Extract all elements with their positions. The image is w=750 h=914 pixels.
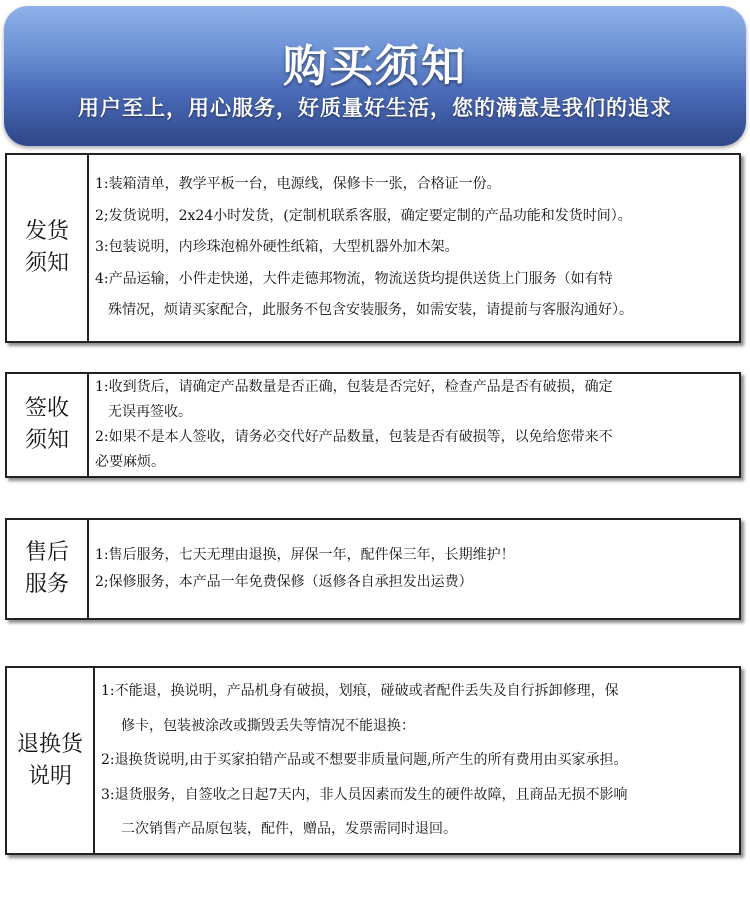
notice-line: 1:收到货后，请确定产品数量是否正确，包装是否完好，检查产品是否有破损，确定 bbox=[95, 379, 613, 395]
section-label-line: 退换货 bbox=[16, 731, 83, 757]
section-label-line: 签收 bbox=[24, 396, 69, 421]
section-label-line: 售后 bbox=[24, 540, 69, 565]
section-label-cell bbox=[7, 155, 89, 341]
section-returns bbox=[5, 666, 741, 855]
section-label-line: 须知 bbox=[24, 251, 69, 276]
notice-line: 2;发货说明，2x24小时发货，(定制机联系客服，确定要定制的产品功能和发货时间）。 bbox=[95, 207, 632, 224]
section-content bbox=[101, 668, 735, 853]
section-shipping-notice bbox=[5, 153, 741, 343]
section-label bbox=[25, 393, 69, 457]
notice-line: 修卡，包装被涂改或撕毁丢失等情况不能退换： bbox=[121, 717, 415, 734]
notice-line: 4:产品运输，小件走快递，大件走德邦物流，物流送货均提供送货上门服务（如有特 bbox=[95, 270, 613, 287]
header-banner bbox=[4, 6, 746, 146]
section-label-line: 发货 bbox=[24, 219, 69, 244]
notice-line: 3:退货服务，自签收之日起7天内，非人员因素而发生的硬件故障，且商品无损不影响 bbox=[101, 786, 628, 803]
notice-line: 3:包装说明，内珍珠泡棉外硬性纸箱，大型机器外加木架。 bbox=[95, 239, 459, 256]
notice-line: 2:退换货说明,由于买家拍错产品或不想要非质量问题,所产生的所有费用由买家承担。 bbox=[101, 752, 628, 769]
notice-line: 2;保修服务，本产品一年免费保修（返修各自承担发出运费） bbox=[95, 574, 473, 590]
section-label-line: 须知 bbox=[24, 428, 69, 453]
notice-line: 2:如果不是本人签收，请务必交代好产品数量，包装是否有破损等，以免给您带来不 bbox=[95, 429, 613, 445]
section-label-cell bbox=[7, 520, 89, 618]
section-after-sales bbox=[5, 518, 741, 620]
notice-line: 1:不能退，换说明，产品机身有破损，划痕，碰破或者配件丢失及自行拆卸修理，保 bbox=[101, 683, 619, 700]
section-label bbox=[25, 216, 69, 280]
page-subtitle: 用户至上，用心服务，好质量好生活，您的满意是我们的追求 bbox=[78, 96, 672, 120]
notice-line: 无误再签收。 bbox=[108, 404, 192, 420]
notice-line: 1:售后服务，七天无理由退换，屏保一年，配件保三年，长期维护！ bbox=[95, 547, 515, 563]
section-label-line: 服务 bbox=[24, 572, 69, 597]
notice-line: 1:装箱清单，教学平板一台，电源线，保修卡一张，合格证一份。 bbox=[95, 176, 501, 193]
section-content bbox=[95, 520, 735, 618]
section-receipt-notice bbox=[5, 372, 741, 478]
section-label-cell bbox=[7, 374, 89, 476]
section-label-cell bbox=[7, 668, 95, 853]
section-label bbox=[25, 537, 69, 601]
page-title: 购买须知 bbox=[283, 41, 467, 92]
notice-line: 必要麻烦。 bbox=[95, 454, 165, 470]
notice-line: 殊情况，烦请买家配合，此服务不包含安装服务，如需安装，请提前与客服沟通好）。 bbox=[108, 302, 633, 319]
section-content bbox=[95, 374, 735, 476]
section-label-line: 说明 bbox=[27, 763, 72, 789]
section-content bbox=[95, 155, 735, 341]
notice-line: 二次销售产品原包装，配件，赠品，发票需同时退回。 bbox=[121, 821, 457, 838]
section-label bbox=[17, 729, 83, 793]
